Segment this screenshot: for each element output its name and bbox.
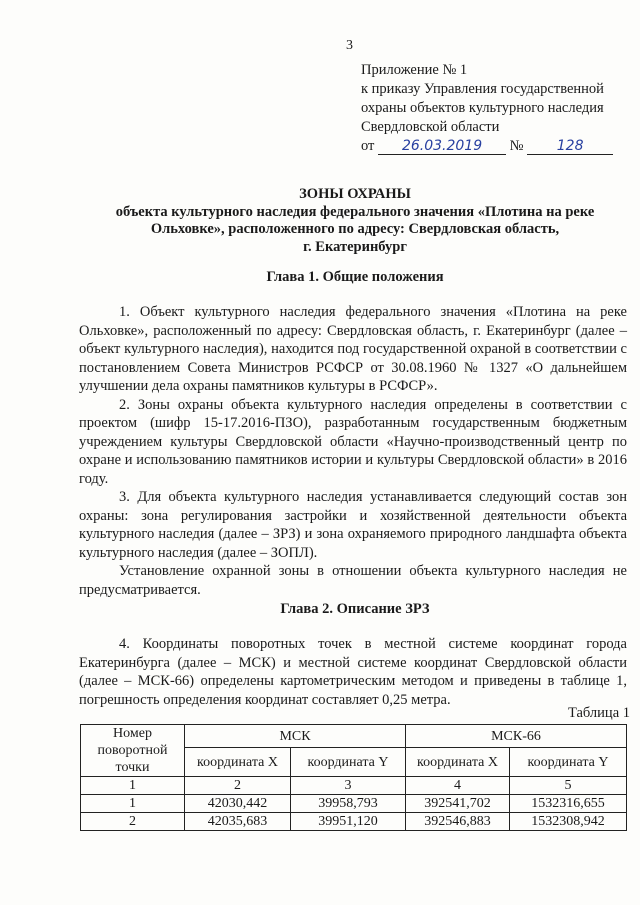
- title-line-3: Ольховке», расположенного по адресу: Свердловская область,: [150, 221, 560, 237]
- chapter-2-body: [79, 635, 627, 709]
- table-cell: 39958,793: [291, 795, 406, 813]
- table-cell: 39951,120: [291, 813, 406, 831]
- table-index-row: [81, 777, 627, 795]
- table-cell: 5: [510, 777, 627, 795]
- number-prefix: №: [509, 138, 524, 154]
- header-msk66-y: координата Y: [510, 748, 627, 777]
- table-cell: 42035,683: [185, 813, 291, 831]
- header-msk: МСК: [185, 725, 406, 748]
- table-cell: 4: [406, 777, 510, 795]
- order-date-number-line: [361, 137, 633, 156]
- order-number-field: [527, 138, 613, 155]
- table-cell: 1532308,942: [510, 813, 627, 831]
- appendix-block: [361, 61, 633, 156]
- chapter-1-body: [79, 303, 627, 599]
- chapter-1-heading: Глава 1. Общие положения: [266, 269, 444, 285]
- table-cell: 392546,883: [406, 813, 510, 831]
- document-title: [70, 186, 640, 256]
- paragraph-5: 4. Координаты поворотных точек в местной системе координат города Екатеринбурга (далее – МСК) и местной системе координат Свердловской области (далее – МСК-66) определены картометрическим методом и приведены в таблице 1, погрешность определения координат составляет 0,25 метра.: [79, 636, 627, 708]
- table-cell: 1532316,655: [510, 795, 627, 813]
- header-msk66: МСК-66: [406, 725, 627, 748]
- chapter-2-heading: Глава 2. Описание ЗРЗ: [280, 601, 430, 617]
- paragraph-4: Установление охранной зоны в отношении объекта культурного наследия не предусматривается.: [79, 563, 627, 598]
- table-cell: 2: [185, 777, 291, 795]
- paragraph-3: 3. Для объекта культурного наследия устанавливается следующий состав зон охраны: зона регулирования застройки и хозяйственной деятельности объекта культурного наследия (далее – ЗРЗ) и зона охраняемого природного ландшафта объекта культурного наследия (далее – ЗОПЛ).: [79, 489, 627, 561]
- table-header-row-1: [81, 725, 627, 748]
- page-number: 3: [346, 38, 353, 53]
- table-cell: 392541,702: [406, 795, 510, 813]
- table-caption: Таблица 1: [567, 705, 630, 721]
- order-date-handwritten: 26.03.2019: [401, 138, 483, 154]
- header-msk-y: координата Y: [291, 748, 406, 777]
- table-cell: 3: [291, 777, 406, 795]
- table-row: [81, 795, 627, 813]
- table-cell: 42030,442: [185, 795, 291, 813]
- title-line-1: ЗОНЫ ОХРАНЫ: [299, 186, 411, 202]
- header-point-number: Номер поворотной точки: [81, 725, 185, 777]
- table-row: [81, 813, 627, 831]
- appendix-line-1: Приложение № 1: [361, 62, 468, 78]
- table-cell: 1: [81, 777, 185, 795]
- date-prefix: от: [361, 138, 375, 154]
- header-msk66-x: координата X: [406, 748, 510, 777]
- table-cell: 1: [81, 795, 185, 813]
- table-cell: 2: [81, 813, 185, 831]
- appendix-line-3: охраны объектов культурного наследия: [361, 100, 604, 116]
- paragraph-2: 2. Зоны охраны объекта культурного наследия определены в соответствии с проектом (шифр 15-17.2016-ПЗО), разработанным государственным бюджетным учреждением культуры Свердловской области «Научно-производственный центр по охране и использованию памятников истории и культуры Свердловской области» в 2016 году.: [79, 396, 627, 487]
- appendix-line-2: к приказу Управления государственной: [361, 81, 604, 97]
- order-number-handwritten: 128: [556, 138, 584, 154]
- title-line-4: г. Екатеринбург: [303, 238, 407, 255]
- paragraph-1: 1. Объект культурного наследия федерального значения «Плотина на реке Ольховке», расположенный по адресу: Свердловская область, г. Екатеринбург (далее – объект культурного наследия), находится под государственной охраной в соответствии с постановлением Совета Министров РСФСР от 30.08.1960 № 1327 «О дальнейшем улучшении дела охраны памятников культуры в РСФСР».: [79, 304, 627, 394]
- title-line-2: объекта культурного наследия федерального значения «Плотина на реке: [115, 203, 595, 220]
- order-date-field: [378, 138, 506, 155]
- coordinates-table: [80, 724, 627, 831]
- appendix-line-4: Свердловской области: [361, 119, 500, 135]
- header-msk-x: координата X: [185, 748, 291, 777]
